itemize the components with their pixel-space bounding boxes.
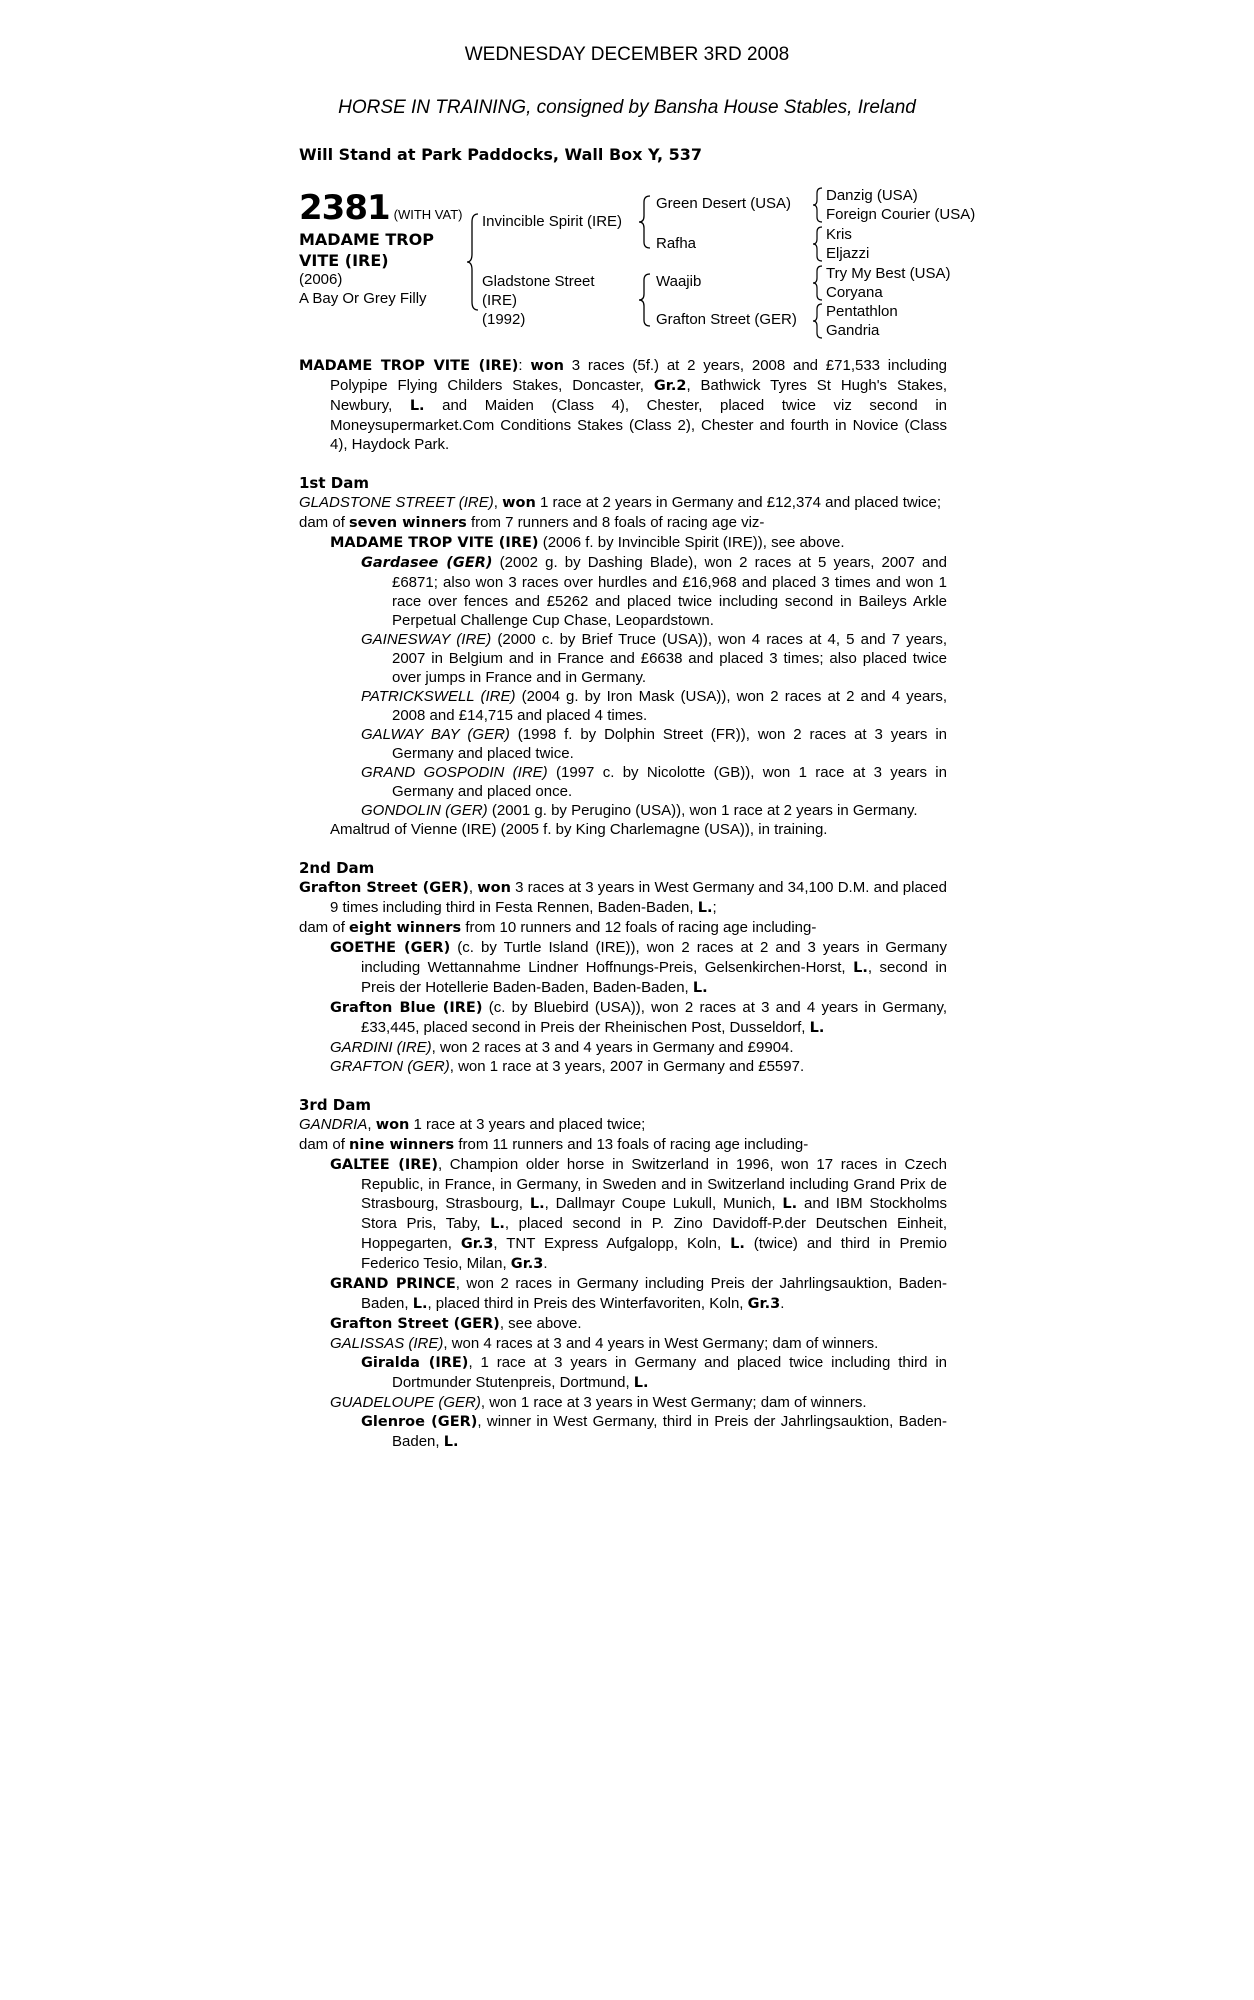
produce-entry: GARDINI (IRE), won 2 races at 3 and 4 years in Germany and £9904.: [330, 1039, 794, 1056]
dam-sire: Waajib: [656, 273, 702, 290]
brace-gen3-1: [812, 186, 824, 224]
catalogue-text: [299, 356, 947, 1452]
brace-sire-parents: [638, 194, 652, 250]
produce-entry: Glenroe (GER), winner in West Germany, third in Preis der Jahrlingsauktion, Baden-Baden, L.: [361, 1413, 948, 1450]
sire: Invincible Spirit (IRE): [482, 213, 623, 230]
produce-entry: Grafton Street (GER), see above.: [330, 1315, 582, 1332]
gen3-sss: Danzig (USA): [826, 187, 918, 204]
third-dam-produce-summary: dam of nine winners from 11 runners and 13 foals of racing age including-: [299, 1136, 809, 1153]
second-dam-heading: 2nd Dam: [299, 859, 375, 877]
produce-entry: GOETHE (GER) (c. by Turtle Island (IRE)), won 2 races at 2 and 3 years in Germany including Wettannahme Lindner Hoffnungs-Preis, Gelsenkirchen-Horst, L., second in Preis der Hotellerie Baden-Baden, Baden-Baden, L.: [330, 939, 948, 996]
produce-entry: GALISSAS (IRE), won 4 races at 3 and 4 years in West Germany; dam of winners.: [330, 1335, 879, 1352]
gen3-sdd: Eljazzi: [826, 245, 870, 262]
horse-description: A Bay Or Grey Filly: [299, 290, 427, 307]
produce-entry: GONDOLIN (GER) (2001 g. by Perugino (USA)), won 1 race at 2 years in Germany.: [361, 802, 918, 819]
consignment-line: HORSE IN TRAINING, consigned by Bansha House Stables, Ireland: [338, 97, 916, 118]
third-dam-heading: 3rd Dam: [299, 1096, 371, 1114]
brace-gen3-4: [812, 302, 824, 340]
horse-year: (2006): [299, 271, 343, 288]
dam-line1: Gladstone Street: [482, 273, 595, 290]
first-dam-produce-summary: dam of seven winners from 7 runners and 8 foals of racing age viz-: [299, 514, 765, 531]
gen3-dds: Pentathlon: [826, 303, 898, 320]
second-dam-paragraph: Grafton Street (GER), won 3 races at 3 years in West Germany and 34,100 D.M. and placed 9 times including third in Festa Rennen, Baden-Baden, L.;: [299, 879, 947, 916]
gen3-ddd: Gandria: [826, 322, 880, 339]
horse-name-line2: VITE (IRE): [299, 251, 389, 270]
produce-entry: GALTEE (IRE), Champion older horse in Switzerland in 1996, won 17 races in Czech Republic, in France, in Germany, in Sweden and in Switzerland including Grand Prix de Strasbourg, Strasbourg, L., Dallmayr Coupe Lukull, Munich, L. and IBM Stockholms Stora Pris, Taby, L., placed second in P. Zino Davidoff-P.der Deutschen Einheit, Hoppegarten, Gr.3, TNT Express Aufgalopp, Koln, L. (twice) and third in Premio Federico Tesio, Milan, Gr.3.: [330, 1156, 948, 1272]
brace-dam-parents: [638, 272, 652, 328]
produce-entry: GUADELOUPE (GER), won 1 race at 3 years in West Germany; dam of winners.: [330, 1394, 867, 1411]
gen3-ssd: Foreign Courier (USA): [826, 206, 976, 223]
intro-paragraph: MADAME TROP VITE (IRE): won 3 races (5f.) at 2 years, 2008 and £71,533 including Polypipe Flying Childers Stakes, Doncaster, Gr.2, Bathwick Tyres St Hugh's Stakes, Newbury, L. and Maiden (Class 4), Chester, placed twice viz second in Moneysupermarket.Com Conditions Stakes (Class 2), Chester and fourth in Novice (Class 4), Haydock Park.: [299, 357, 948, 453]
lot-number: 2381: [299, 188, 390, 228]
produce-entry: MADAME TROP VITE (IRE) (2006 f. by Invincible Spirit (IRE)), see above.: [330, 534, 845, 551]
produce-entry: GAINESWAY (IRE) (2000 c. by Brief Truce (USA)), won 4 races at 4, 5 and 7 years, 2007 in Belgium and in France and £6638 and placed 3 times; also placed twice over jumps in France and in Germany.: [361, 631, 947, 686]
produce-entry: GRAFTON (GER), won 1 race at 3 years, 2007 in Germany and £5597.: [330, 1058, 805, 1075]
horse-name-line1: MADAME TROP: [299, 230, 434, 249]
first-dam-heading: 1st Dam: [299, 474, 369, 492]
first-dam-paragraph: GLADSTONE STREET (IRE), won 1 race at 2 years in Germany and £12,374 and placed twice;: [299, 494, 942, 511]
brace-sire-dam: [466, 212, 480, 312]
produce-entry: GRAND PRINCE, won 2 races in Germany including Preis der Jahrlingsauktion, Baden-Baden, L., placed third in Preis des Winterfavoriten, Koln, Gr.3.: [330, 1275, 947, 1312]
produce-entry: Giralda (IRE), 1 race at 3 years in Germany and placed twice including third in Dortmunder Stutenpreis, Dortmund, L.: [361, 1354, 947, 1391]
produce-entry: PATRICKSWELL (IRE) (2004 g. by Iron Mask (USA)), won 2 races at 2 and 4 years, 2008 and £14,715 and placed 4 times.: [361, 688, 947, 724]
dam-dam: Grafton Street (GER): [656, 311, 797, 328]
third-dam-paragraph: GANDRIA, won 1 race at 3 years and placed twice;: [299, 1116, 646, 1133]
vat-note: (WITH VAT): [393, 207, 463, 222]
produce-entry: Amaltrud of Vienne (IRE) (2005 f. by King Charlemagne (USA)), in training.: [330, 821, 828, 838]
dam-line3: (1992): [482, 311, 526, 328]
dam-line2: (IRE): [482, 292, 517, 309]
gen3-dsd: Coryana: [826, 284, 883, 301]
lot-info: [299, 188, 479, 308]
gen3-dss: Try My Best (USA): [826, 265, 951, 282]
produce-entry: Gardasee (GER) (2002 g. by Dashing Blade), won 2 races at 5 years, 2007 and £6871; also won 3 races over hurdles and £16,968 and placed 3 times and won 1 race over fences and £5262 and placed twice including second in Baileys Arkle Perpetual Challenge Cup Chase, Leopardstown.: [361, 554, 947, 629]
brace-gen3-3: [812, 264, 824, 302]
second-dam-produce-summary: dam of eight winners from 10 runners and 12 foals of racing age including-: [299, 919, 817, 936]
brace-gen3-2: [812, 225, 824, 263]
produce-entry: GALWAY BAY (GER) (1998 f. by Dolphin Street (FR)), won 2 races at 3 years in Germany and placed twice.: [361, 726, 947, 762]
sire-dam: Rafha: [656, 235, 697, 252]
produce-entry: GRAND GOSPODIN (IRE) (1997 c. by Nicolotte (GB)), won 1 race at 3 years in Germany and placed once.: [361, 764, 947, 800]
stand-location: Will Stand at Park Paddocks, Wall Box Y, 537: [299, 145, 703, 164]
produce-entry: Grafton Blue (IRE) (c. by Bluebird (USA)), won 2 races at 3 and 4 years in Germany, £33,445, placed second in Preis der Rheinischen Post, Dusseldorf, L.: [330, 999, 948, 1036]
sire-sire: Green Desert (USA): [656, 195, 792, 212]
gen3-sds: Kris: [826, 226, 852, 243]
sale-date: WEDNESDAY DECEMBER 3RD 2008: [464, 44, 790, 65]
